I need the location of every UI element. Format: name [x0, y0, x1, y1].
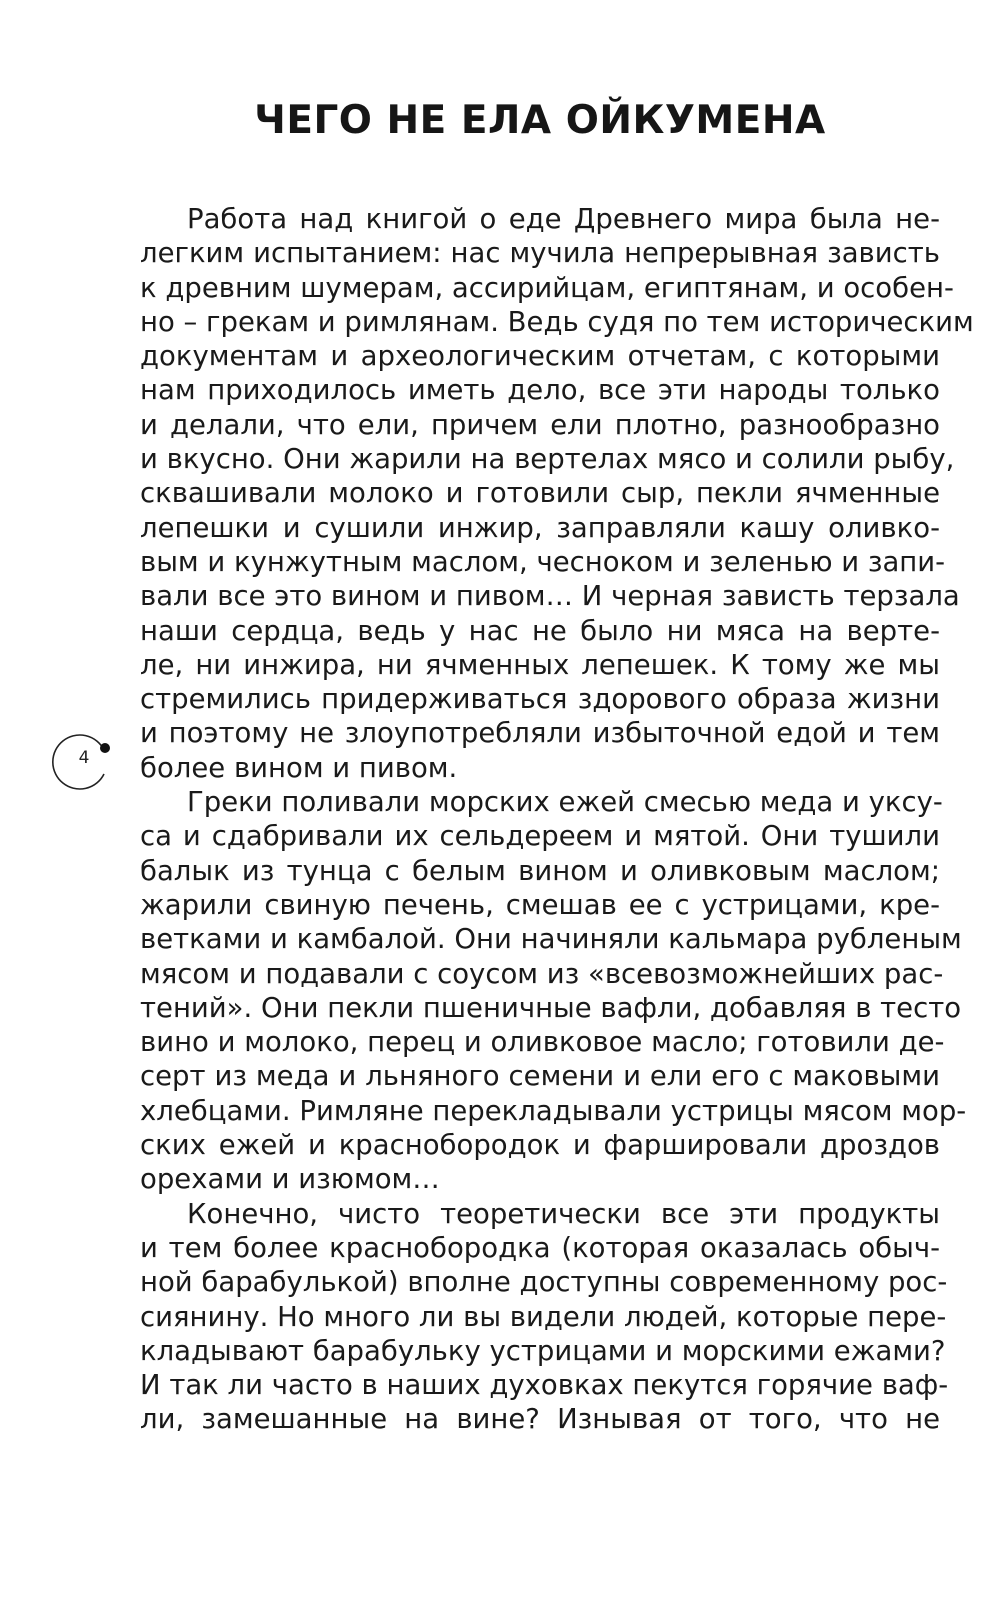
text-line: вали все это вином и пивом… И черная зависть терзала: [140, 580, 960, 613]
text-line: вым и кунжутным маслом, чесноком и зеленью и запи-: [140, 545, 946, 578]
chapter-title: ЧЕГО НЕ ЕЛА ОЙКУМЕНА: [254, 98, 826, 143]
text-line: ли, замешанные на вине? Изнывая от того, что не: [140, 1403, 940, 1436]
text-line: и делали, что ели, причем ели плотно, разнообразно: [140, 408, 940, 441]
text-line: Греки поливали морских ежей смесью меда и уксу-: [187, 786, 943, 819]
text-line: балык из тунца с белым вином и оливковым маслом;: [140, 854, 940, 887]
page-number-marker: [50, 732, 110, 792]
paragraph: [140, 785, 967, 1197]
page-number: 4: [78, 748, 90, 768]
text-line: И так ли часто в наших духовках пекутся горячие ваф-: [140, 1369, 949, 1402]
text-line: и тем более краснобородка (которая оказалась обыч-: [140, 1231, 940, 1264]
text-line: и вкусно. Они жарили на вертелах мясо и солили рыбу,: [140, 443, 955, 476]
text-line: стремились придерживаться здорового образа жизни: [140, 683, 940, 716]
text-line: орехами и изюмом…: [140, 1163, 440, 1196]
text-line: тений». Они пекли пшеничные вафли, добавляя в тесто: [140, 991, 962, 1024]
paragraph: [140, 202, 974, 785]
text-line: ле, ни инжира, ни ячменных лепешек. К тому же мы: [140, 648, 940, 681]
paragraph: [140, 1197, 949, 1437]
text-line: серт из меда и льняного семени и ели его с маковыми: [140, 1060, 940, 1093]
text-line: са и сдабривали их сельдереем и мятой. Они тушили: [140, 820, 940, 853]
text-line: более вином и пивом.: [140, 751, 458, 784]
text-line: документам и археологическим отчетам, с которыми: [140, 340, 940, 373]
body-text: [140, 202, 974, 1437]
text-line: жарили свиную печень, смешав ее с устрицами, кре-: [140, 888, 940, 921]
text-line: наши сердца, ведь у нас не было ни мяса на верте-: [140, 614, 940, 647]
text-line: лепешки и сушили инжир, заправляли кашу оливко-: [140, 511, 940, 544]
text-line: но – грекам и римлянам. Ведь судя по тем историческим: [140, 305, 974, 338]
text-line: хлебцами. Римляне перекладывали устрицы мясом мор-: [140, 1094, 967, 1127]
text-line: вино и молоко, перец и оливковое масло; готовили де-: [140, 1026, 945, 1059]
text-line: Работа над книгой о еде Древнего мира была не-: [187, 203, 940, 235]
text-line: ских ежей и краснобородок и фаршировали дроздов: [140, 1129, 940, 1162]
text-line: к древним шумерам, ассирийцам, египтянам, и особен-: [140, 271, 954, 304]
text-line: мясом и подавали с соусом из «всевозможнейших рас-: [140, 957, 944, 990]
text-line: кладывают барабульку устрицами и морскими ежами?: [140, 1334, 946, 1367]
text-line: сквашивали молоко и готовили сыр, пекли ячменные: [140, 477, 940, 510]
text-line: сиянину. Но много ли вы видели людей, которые пере-: [140, 1300, 947, 1333]
text-line: и поэтому не злоупотребляли избыточной едой и тем: [140, 717, 940, 750]
text-line: легким испытанием: нас мучила непрерывная зависть: [140, 237, 940, 270]
text-line: ной барабулькой) вполне доступны современному рос-: [140, 1266, 948, 1299]
text-line: Конечно, чисто теоретически все эти продукты: [187, 1197, 940, 1230]
text-line: нам приходилось иметь дело, все эти народы только: [140, 374, 940, 407]
text-line: ветками и камбалой. Они начиняли кальмара рубленым: [140, 923, 962, 956]
